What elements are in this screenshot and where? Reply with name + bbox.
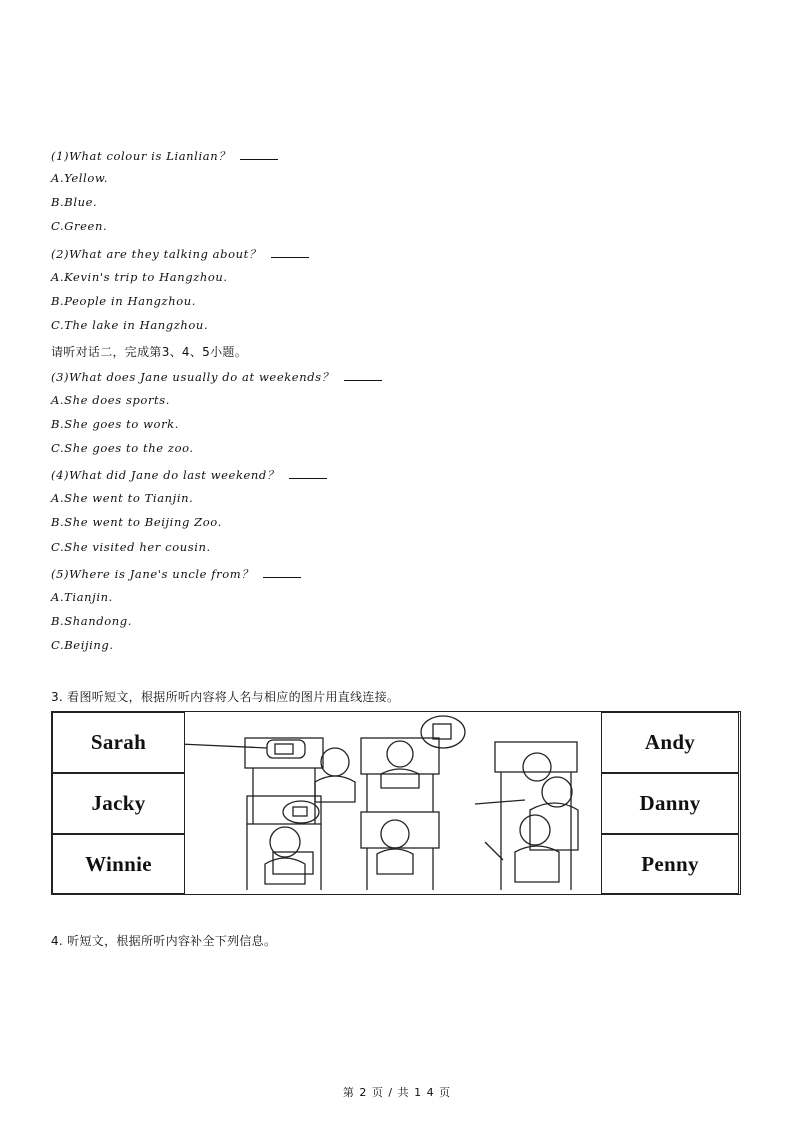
answer-blank[interactable]: [289, 477, 327, 479]
section-4-instruction: 4. 听短文，根据所听内容补全下列信息。: [51, 934, 277, 948]
answer-blank[interactable]: [271, 256, 309, 258]
question-line: [51, 566, 301, 582]
question-text: A.She does sports.: [51, 393, 171, 407]
answer-option: [51, 540, 211, 554]
name-penny[interactable]: Penny: [601, 834, 739, 894]
question-text: B.She goes to work.: [51, 417, 179, 431]
answer-option: [51, 171, 108, 185]
question-text: (3)What does Jane usually do at weekends？: [51, 370, 334, 384]
question-text: A.Tianjin.: [51, 590, 113, 604]
answer-option: [51, 393, 170, 407]
answer-blank[interactable]: [263, 576, 301, 578]
name-jacky[interactable]: Jacky: [52, 773, 185, 834]
answer-blank[interactable]: [240, 158, 278, 160]
answer-option: [51, 614, 132, 628]
question-line: [51, 148, 278, 164]
name-sarah[interactable]: Sarah: [52, 712, 185, 773]
question-text: B.Shandong.: [51, 614, 132, 628]
question-line: [51, 246, 309, 262]
classroom-picture: [185, 712, 601, 894]
answer-option: [51, 318, 208, 332]
question-text: B.She went to Beijing Zoo.: [51, 515, 222, 529]
question-text: (5)Where is Jane's uncle from？: [51, 567, 254, 581]
question-text: B.People in Hangzhou.: [51, 294, 197, 308]
question-line: [51, 369, 382, 385]
name-winnie[interactable]: Winnie: [52, 834, 185, 894]
answer-option: [51, 219, 107, 233]
name-danny[interactable]: Danny: [601, 773, 739, 834]
question-text: A.She went to Tianjin.: [51, 491, 194, 505]
section-3-instruction: 3. 看图听短文，根据所听内容将人名与相应的图片用直线连接。: [51, 690, 400, 704]
question-text: C.Beijing.: [51, 638, 114, 652]
page-footer: 第 2 页 / 共 1 4 页: [342, 1086, 452, 1099]
answer-option: [51, 417, 179, 431]
classroom-illustration: [185, 712, 601, 894]
question-text: A.Kevin's trip to Hangzhou.: [51, 270, 228, 284]
question-text: (1)What colour is Lianlian？: [51, 149, 231, 163]
dialogue-instruction: [51, 343, 247, 360]
matching-exercise: [51, 711, 741, 895]
question-text: (2)What are they talking about？: [51, 247, 261, 261]
answer-option: [51, 441, 194, 455]
question-text: (4)What did Jane do last weekend？: [51, 468, 279, 482]
match-line: [185, 743, 267, 748]
answer-option: [51, 491, 193, 505]
question-text: C.She goes to the zoo.: [51, 441, 194, 455]
answer-option: [51, 294, 196, 308]
question-line: [51, 467, 327, 483]
question-text: C.The lake in Hangzhou.: [51, 318, 209, 332]
answer-option: [51, 638, 114, 652]
question-text: B.Blue.: [51, 195, 98, 209]
answer-blank[interactable]: [344, 379, 382, 381]
question-text: C.She visited her cousin.: [51, 540, 211, 554]
question-text: 请听对话二，完成第3、4、5小题。: [51, 345, 248, 359]
answer-option: [51, 270, 228, 284]
answer-option: [51, 515, 222, 529]
answer-option: [51, 195, 97, 209]
answer-option: [51, 590, 113, 604]
question-text: A.Yellow.: [51, 171, 109, 185]
name-andy[interactable]: Andy: [601, 712, 739, 773]
question-text: C.Green.: [51, 219, 108, 233]
